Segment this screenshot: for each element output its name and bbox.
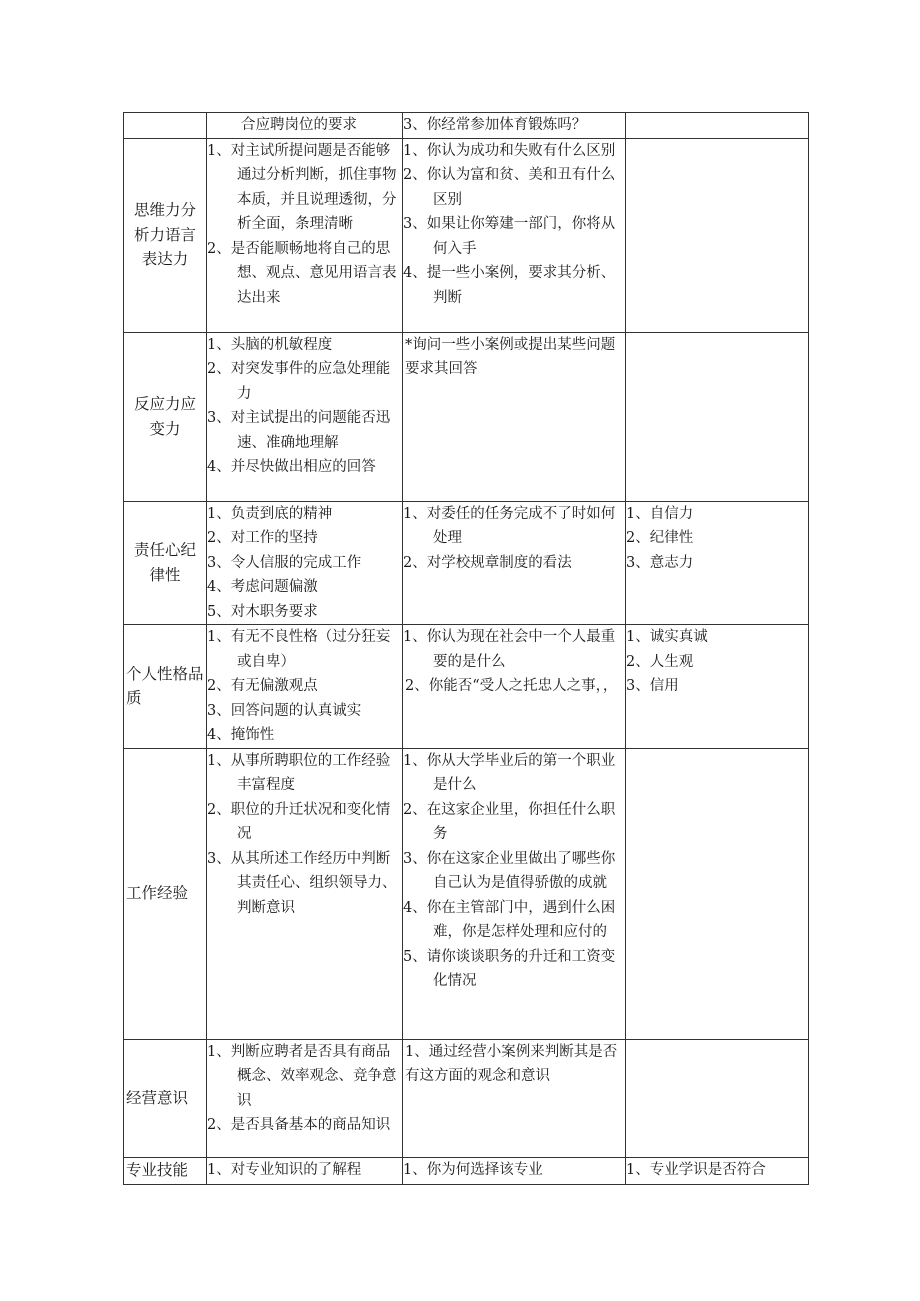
- category-cell: 思维力分析力语言表达力: [124, 138, 207, 332]
- table-row: [124, 332, 809, 501]
- category-cell: 责任心纪律性: [124, 501, 207, 625]
- notes-cell: [626, 113, 809, 139]
- table-row: [124, 625, 809, 749]
- interview-criteria-table: [123, 112, 809, 1185]
- questions-cell: 1、你认为现在社会中一个人最重要的是什么 2、你能否“受人之托忠人之事，，: [403, 625, 626, 749]
- category-cell: [124, 113, 207, 139]
- table-row: [124, 1157, 809, 1184]
- questions-cell: *询问一些小案例或提出某些问题要求其回答: [403, 332, 626, 501]
- table-row: [124, 1039, 809, 1157]
- criteria-cell: 1、头脑的机敏程度 2、对突发事件的应急处理能力 3、对主试提出的问题能否迅速、准确地理解 4、并尽快做出相应的回答: [207, 332, 403, 501]
- notes-cell: [626, 138, 809, 332]
- questions-cell: 1、你为何选择该专业: [403, 1157, 626, 1184]
- notes-cell: [626, 1039, 809, 1157]
- criteria-cell: 1、有无不良性格（过分狂妄或自卑） 2、有无偏激观点 3、回答问题的认真诚实 4、掩饰性: [207, 625, 403, 749]
- criteria-cell: 合应聘岗位的要求: [207, 113, 403, 139]
- category-cell: 工作经验: [124, 748, 207, 1039]
- table-row: [124, 113, 809, 139]
- category-cell: 专业技能: [124, 1157, 207, 1184]
- criteria-cell: 1、对主试所提问题是否能够通过分析判断，抓住事物本质，并且说理透彻，分析全面，条理清晰 2、是否能顺畅地将自己的思想、观点、意见用语言表达出来: [207, 138, 403, 332]
- criteria-cell: 1、从事所聘职位的工作经验丰富程度 2、职位的升迁状况和变化情况 3、从其所述工作经历中判断其责任心、组织领导力、判断意识: [207, 748, 403, 1039]
- table-row: [124, 138, 809, 332]
- criteria-cell: 1、负责到底的精神 2、对工作的坚持 3、令人信服的完成工作 4、考虑问题偏激 5、对木职务要求: [207, 501, 403, 625]
- questions-cell: 1、你认为成功和失败有什么区别 2、你认为富和贫、美和丑有什么区别 3、如果让你筹建一部门，你将从何入手 4、提一些小案例，要求其分析、判断: [403, 138, 626, 332]
- questions-cell: 1、你从大学毕业后的第一个职业是什么 2、在这家企业里，你担任什么职务 3、你在这家企业里做出了哪些你自己认为是值得骄傲的成就 4、你在主管部门中，遇到什么困难，你是怎样处理和应付的 5、请你谈谈职务的升迁和工资变化情况: [403, 748, 626, 1039]
- category-cell: 反应力应变力: [124, 332, 207, 501]
- questions-cell: 1、对委任的任务完成不了时如何处理 2、对学校规章制度的看法: [403, 501, 626, 625]
- questions-cell: 3、你经常参加体育锻炼吗？: [403, 113, 626, 139]
- criteria-cell: 1、对专业知识的了解程: [207, 1157, 403, 1184]
- notes-cell: [626, 748, 809, 1039]
- table-row: [124, 501, 809, 625]
- notes-cell: [626, 332, 809, 501]
- category-cell: 个人性格品质: [124, 625, 207, 749]
- table-row: [124, 748, 809, 1039]
- notes-cell: 1、诚实真诚 2、人生观 3、信用: [626, 625, 809, 749]
- questions-cell: 1、通过经营小案例来判断其是否有这方面的观念和意识: [403, 1039, 626, 1157]
- category-cell: 经营意识: [124, 1039, 207, 1157]
- notes-cell: 1、自信力 2、纪律性 3、意志力: [626, 501, 809, 625]
- notes-cell: 1、专业学识是否符合: [626, 1157, 809, 1184]
- criteria-cell: 1、判断应聘者是否具有商品概念、效率观念、竞争意识 2、是否具备基本的商品知识: [207, 1039, 403, 1157]
